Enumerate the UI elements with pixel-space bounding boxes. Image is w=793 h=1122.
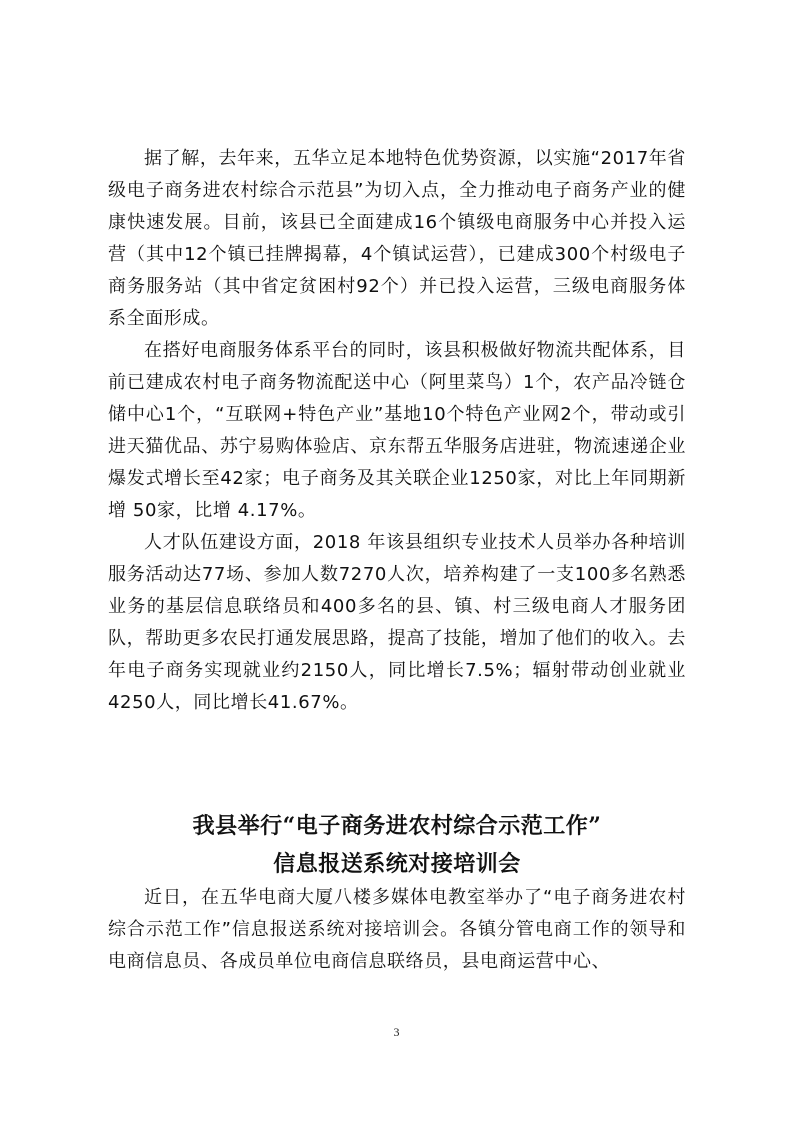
article-title-line-2: 信息报送系统对接培训会	[273, 851, 521, 877]
paragraph-training-meeting: 近日，在五华电商大厦八楼多媒体电教室举办了“电子商务进农村综合示范工作”信息报送系统对接培训会。各镇分管电商工作的领导和电商信息员、各成员单位电商信息联络员，县电商运营中心、	[108, 887, 686, 972]
paragraph-talent-team: 人才队伍建设方面，2018 年该县组织专业技术人员举办各种培训服务活动达77场、参加人数7270人次，培养构建了一支100多名熟悉业务的基层信息联络员和400多名的县、镇、村三级电商人才服务团队，帮助更多农民打通发展思路，提高了技能，增加了他们的收入。去年电子商务实现就业约2150人，同比增长7.5%；辐射带动创业就业4250人，同比增长41.67%。	[108, 532, 686, 713]
article-body-bottom	[108, 882, 686, 978]
article-title-line-1: 我县举行“电子商务进农村综合示范工作”	[192, 813, 602, 839]
page-number: 3	[393, 1025, 400, 1039]
article-body-top	[108, 143, 686, 719]
paragraph-logistics-system: 在搭好电商服务体系平台的同时，该县积极做好物流共配体系，目前已建成农村电子商务物流配送中心（阿里菜鸟）1个，农产品冷链仓储中心1个，“互联网+特色产业”基地10个特色产业网2个，带动或引进天猫优品、苏宁易购体验店、京东帮五华服务店进驻，物流速递企业爆发式增长至42家；电子商务及其关联企业1250家，对比上年同期新增 50家，比增 4.17%。	[108, 340, 686, 521]
paragraph-ecommerce-development: 据了解，去年来，五华立足本地特色优势资源，以实施“2017年省级电子商务进农村综合示范县”为切入点，全力推动电子商务产业的健康快速发展。目前，该县已全面建成16个镇级电商服务中心并投入运营（其中12个镇已挂牌揭幕，4个镇试运营），已建成300个村级电子商务服务站（其中省定贫困村92个）并已投入运营，三级电商服务体系全面形成。	[108, 148, 686, 329]
